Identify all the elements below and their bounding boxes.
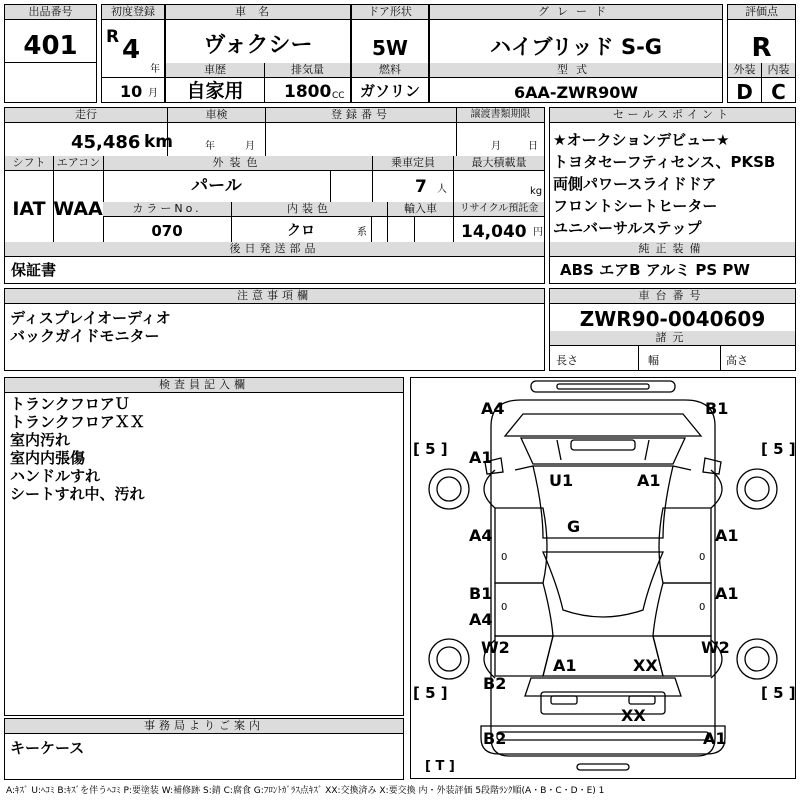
exterior-label: 外装 (728, 63, 761, 78)
sales-points-box (549, 107, 796, 284)
note-item: バックガイドモニター (10, 327, 160, 345)
recycle-unit: 円 (533, 227, 543, 238)
damage-mark: A1 (469, 448, 493, 467)
interior-color-unit: 系 (357, 227, 367, 238)
inspector-item: トランクフロアＸＸ (10, 413, 145, 431)
mileage-unit: km (144, 132, 174, 152)
damage-mark: 0 (501, 552, 508, 563)
damage-mark: A1 (637, 471, 661, 490)
mileage: 45,486 (71, 132, 141, 153)
reg-number-label: 登録番号 (265, 108, 456, 123)
grade-label: グレード (430, 5, 722, 20)
legend: A:ｷｽﾞ U:ﾍｺﾐ B:ｷｽﾞを伴うﾍｺﾐ P:要塗装 W:補修跡 S:錆 C:腐食 G:ﾌﾛﾝﾄｶﾞﾗｽ点ｷｽﾞ XX:交換済み X:要交換 内・外装評価 5段階ﾗﾝｸ順(A・B・C・D・E) 1 (6, 786, 605, 796)
door-type: 5W (372, 36, 408, 60)
grade: ハイブリッド S-G (489, 35, 663, 59)
recycle-label: リサイクル預託金 (453, 202, 544, 217)
damage-mark: A1 (715, 584, 739, 603)
door-box (351, 4, 429, 103)
specs-label: 諸元 (550, 331, 795, 346)
car-damage-diagram (410, 377, 796, 779)
exterior-color-label: 外装色 (103, 156, 372, 171)
tire-rr-score: [ 5 ] (761, 684, 796, 702)
inspection-month-unit: 月 (245, 141, 255, 152)
displacement-label: 排気量 (264, 63, 350, 78)
fuel-label: 燃料 (352, 63, 428, 78)
damage-mark: W2 (701, 638, 730, 657)
transfer-month-unit: 月 (491, 141, 501, 152)
notes-label: 注意事項欄 (5, 289, 544, 304)
sales-point-item: フロントシートヒーター (553, 197, 718, 215)
damage-mark: A1 (703, 729, 727, 748)
first-registration-box (101, 4, 165, 103)
shift-label: シフト (5, 156, 53, 171)
sales-points-label: セールスポイント (550, 108, 795, 123)
score-box (727, 4, 796, 103)
damage-mark: W2 (481, 638, 510, 657)
spec-block (4, 107, 545, 284)
car-name: ヴォクシー (203, 33, 313, 58)
sales-points-list (553, 129, 775, 239)
interior-label: 内装 (761, 63, 795, 78)
registration-month: 10 (120, 82, 143, 101)
car-name-label: 車名 (166, 5, 350, 20)
history-label: 車歴 (166, 63, 264, 78)
damage-mark: A4 (469, 526, 493, 545)
notes-list (10, 309, 171, 345)
damage-mark: A4 (481, 399, 505, 418)
damage-mark: B2 (483, 729, 507, 748)
sales-point-item: トヨタセーフティセンス、PKSB (553, 153, 776, 171)
inspector-item: ハンドルすれ (10, 467, 101, 485)
equipment-label: 純正装備 (550, 242, 795, 257)
inspector-list (10, 395, 145, 503)
inspector-item: 室内汚れ (10, 431, 71, 449)
month-unit: 月 (148, 88, 158, 99)
shift: IAT (12, 198, 46, 220)
transfer-day-unit: 日 (528, 141, 538, 152)
door-label: ドア形状 (352, 5, 428, 20)
damage-mark: U1 (549, 471, 574, 490)
overall-score: R (751, 33, 772, 63)
displacement: 1800 (284, 82, 332, 102)
interior-score: C (771, 80, 786, 104)
max-load-label: 最大積載量 (453, 156, 544, 171)
tire-rl-score: [ 5 ] (413, 684, 448, 702)
damage-mark: B1 (705, 399, 729, 418)
chassis-label: 車台番号 (550, 289, 795, 304)
damage-mark: 0 (699, 602, 706, 613)
tire-fr-score: [ 5 ] (761, 440, 796, 458)
import-label: 輸入車 (387, 202, 453, 217)
color-no-label: カラーNo. (103, 202, 231, 217)
car-name-box (165, 4, 351, 103)
lot-number-box (4, 4, 97, 103)
mileage-label: 走行 (5, 108, 167, 123)
registration-year: 4 (122, 35, 141, 65)
inspector-box (4, 377, 404, 716)
aircon: WAA (53, 198, 103, 220)
damage-mark: XX (633, 656, 658, 675)
recycle-fee: 14,040 (461, 222, 527, 242)
inspection-year-unit: 年 (205, 141, 215, 152)
capacity: 7 (415, 177, 427, 197)
sales-point-item: 両側パワースライドドア (553, 175, 717, 193)
damage-mark: XX (621, 706, 646, 725)
damage-mark: A1 (715, 526, 739, 545)
later-parts: 保証書 (11, 261, 57, 279)
equipment: ABS エアB アルミ PS PW (560, 261, 750, 279)
grade-box (429, 4, 723, 103)
inspector-item: トランクフロアＵ (10, 395, 130, 413)
car-outline (411, 378, 795, 778)
sales-point-item: ユニバーサルステップ (553, 219, 702, 237)
width-label: 幅 (648, 354, 659, 367)
model-label: 型式 (430, 63, 722, 78)
damage-mark: B1 (469, 584, 493, 603)
damage-mark: B2 (483, 674, 507, 693)
model-code: 6AA-ZWR90W (513, 83, 639, 102)
damage-mark: 0 (699, 552, 706, 563)
sales-point-item: ★オークションデビュー★ (553, 131, 730, 149)
notes-box (4, 288, 545, 371)
max-load-unit: kg (530, 186, 543, 197)
inspection-label: 車検 (167, 108, 265, 123)
transfer-docs-label: 譲渡書類期限 (456, 108, 544, 123)
inspector-label: 検査員記入欄 (5, 378, 403, 393)
color-number: 070 (151, 222, 183, 240)
office-label: 事務局よりご案内 (5, 719, 403, 734)
first-registration-label: 初度登録 (102, 5, 164, 20)
damage-mark: G (567, 517, 581, 536)
chassis-number: ZWR90-0040609 (579, 307, 766, 331)
later-parts-label: 後日発送部品 (5, 242, 544, 257)
fuel: ガソリン (359, 82, 420, 100)
inspector-item: シートすれ中、汚れ (10, 485, 145, 503)
aircon-label: エアコン (53, 156, 103, 171)
exterior-score: D (736, 80, 753, 104)
note-item: ディスプレイオーディオ (10, 309, 171, 327)
history: 自家用 (186, 80, 244, 102)
displacement-unit: CC (332, 91, 345, 101)
interior-color: クロ (287, 223, 315, 239)
height-label: 高さ (726, 354, 748, 367)
score-label: 評価点 (728, 5, 795, 20)
interior-color-label: 内装色 (231, 202, 387, 217)
exterior-color: パール (191, 176, 242, 196)
inspector-item: 室内内張傷 (10, 449, 86, 467)
damage-mark: A4 (469, 610, 493, 629)
lot-number-label: 出品番号 (5, 5, 96, 20)
chassis-box (549, 288, 796, 371)
capacity-unit: 人 (437, 184, 447, 195)
lot-number: 401 (23, 31, 78, 61)
spare-tire-label: [ T ] (425, 759, 455, 774)
office-note: キーケース (10, 739, 85, 757)
office-box (4, 718, 404, 780)
year-unit: 年 (150, 64, 160, 75)
damage-mark: A1 (553, 656, 577, 675)
length-label: 長さ (556, 354, 578, 367)
era-letter: R (106, 27, 120, 47)
capacity-label: 乗車定員 (372, 156, 453, 171)
tire-fl-score: [ 5 ] (413, 440, 448, 458)
damage-mark: 0 (501, 602, 508, 613)
